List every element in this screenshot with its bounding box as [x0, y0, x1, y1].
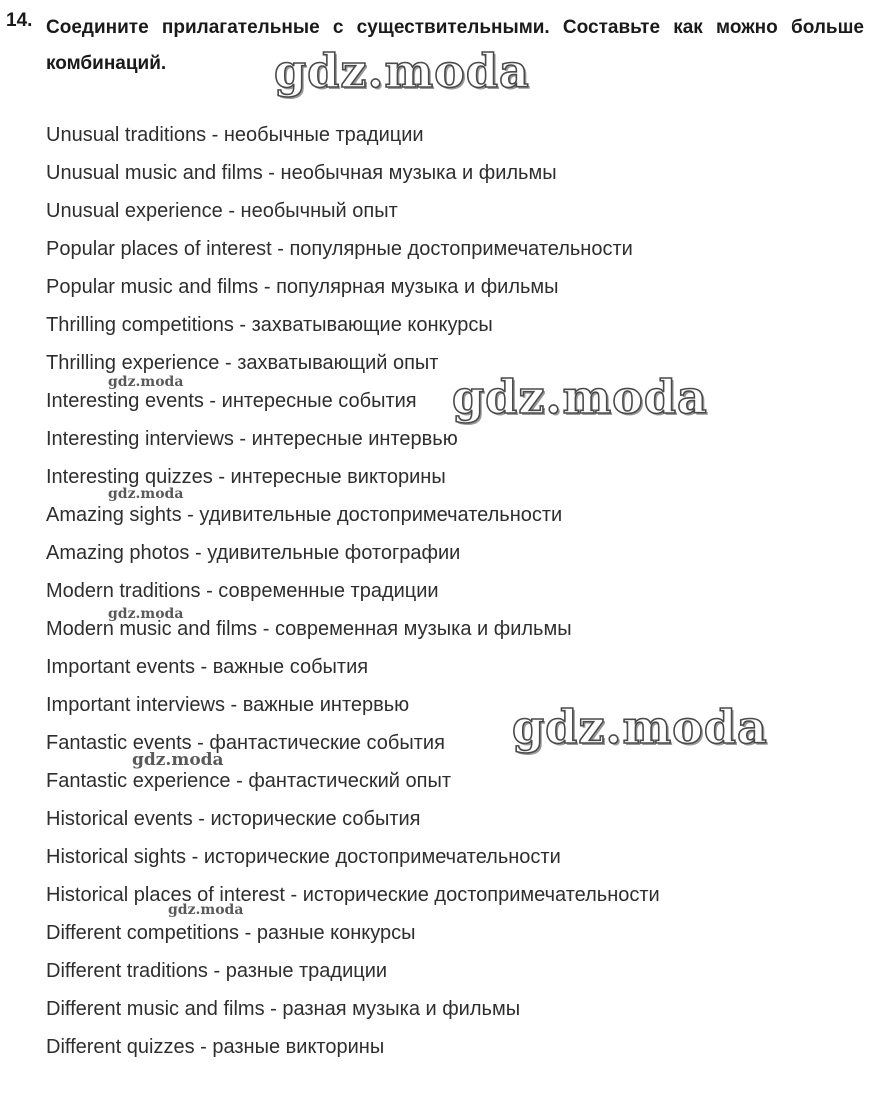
task-number: 14. [6, 10, 33, 31]
list-item: Amazing sights - удивительные достопримечательности [46, 504, 563, 526]
list-item: Historical places of interest - исторические достопримечательности [46, 884, 660, 906]
combinations-list [46, 120, 660, 1070]
list-item: Different traditions - разные традиции [46, 960, 388, 982]
watermark-small: gdz.moda [132, 750, 224, 770]
list-item: Important events - важные события [46, 656, 369, 678]
list-item: Modern traditions - современные традиции [46, 580, 439, 602]
list-item: Fantastic events - фантастические события [46, 732, 445, 754]
watermark-large: gdz.moda [452, 370, 708, 424]
list-item: Interesting events - интересные события [46, 390, 417, 412]
watermark-large: gdz.moda [274, 44, 530, 98]
list-item: Historical events - исторические события [46, 808, 421, 830]
list-item: Fantastic experience - фантастический опыт [46, 770, 452, 792]
list-item: Historical sights - исторические достопримечательности [46, 846, 561, 868]
watermark-large: gdz.moda [512, 700, 768, 754]
list-item: Thrilling competitions - захватывающие конкурсы [46, 314, 493, 336]
list-item: Popular music and films - популярная музыка и фильмы [46, 276, 559, 298]
watermark-small: gdz.moda [108, 374, 184, 390]
watermark-small: gdz.moda [108, 486, 184, 502]
list-item: Thrilling experience - захватывающий опыт [46, 352, 439, 374]
list-item: Different quizzes - разные викторины [46, 1036, 385, 1058]
list-item: Modern music and films - современная музыка и фильмы [46, 618, 572, 640]
task-instruction: Соедините прилагательные с существительными. Составьте как можно больше комбинаций. [46, 17, 864, 74]
watermark-small: gdz.moda [108, 606, 184, 622]
list-item: Amazing photos - удивительные фотографии [46, 542, 461, 564]
watermark-small: gdz.moda [168, 902, 244, 918]
list-item: Popular places of interest - популярные достопримечательности [46, 238, 633, 260]
list-item: Unusual experience - необычный опыт [46, 200, 398, 222]
list-item: Important interviews - важные интервью [46, 694, 410, 716]
list-item: Different competitions - разные конкурсы [46, 922, 416, 944]
list-item: Interesting quizzes - интересные викторины [46, 466, 446, 488]
list-item: Different music and films - разная музыка и фильмы [46, 998, 521, 1020]
list-item: Interesting interviews - интересные интервью [46, 428, 458, 450]
list-item: Unusual music and films - необычная музыка и фильмы [46, 162, 557, 184]
list-item: Unusual traditions - необычные традиции [46, 124, 424, 146]
